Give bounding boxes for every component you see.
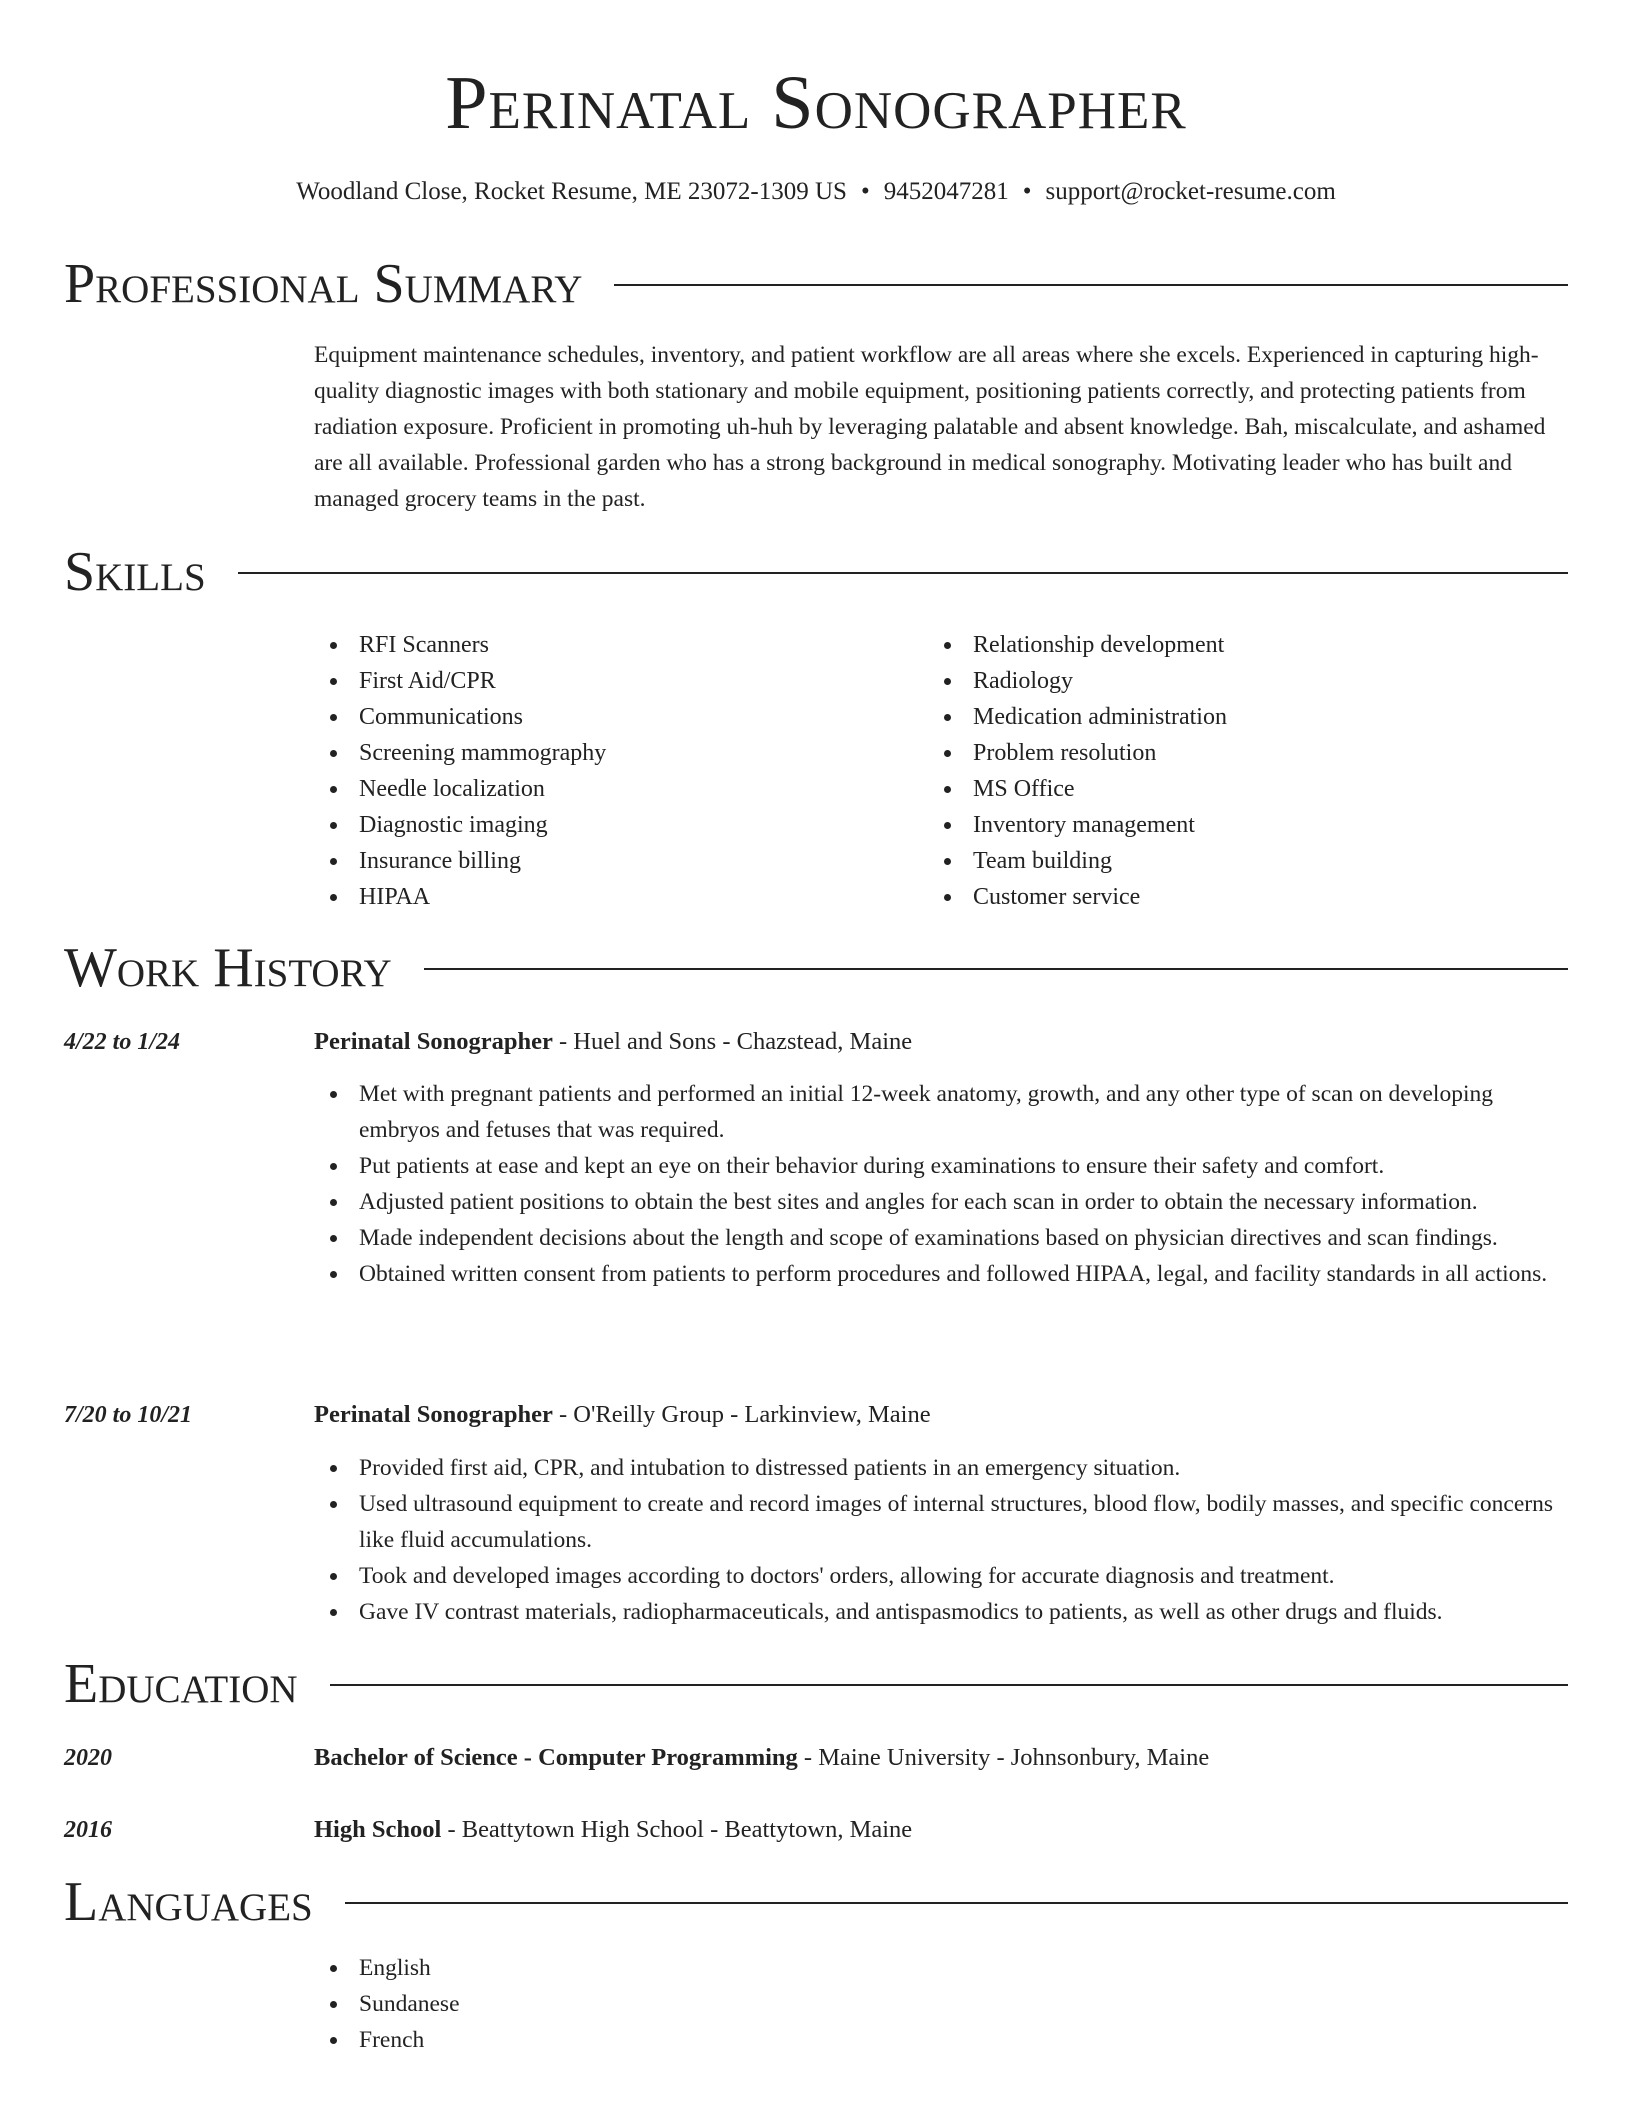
- job-bullet: Made independent decisions about the length and scope of examinations based on physician directives and scan findings.: [314, 1220, 1568, 1256]
- section-rule: [345, 1902, 1568, 1904]
- candidate-name: Perinatal Sonographer: [445, 61, 1187, 145]
- skill-item: First Aid/CPR: [314, 663, 914, 699]
- section-title-summary: Professional Summary: [64, 253, 583, 315]
- education-degree: High School: [314, 1816, 442, 1843]
- contact-separator: •: [1022, 178, 1032, 205]
- skill-item: Customer service: [928, 879, 1528, 915]
- section-header-skills: [64, 540, 1568, 604]
- contact-separator: •: [860, 178, 870, 205]
- skill-item: Problem resolution: [928, 735, 1528, 771]
- education-degree: Bachelor of Science - Computer Programming: [314, 1744, 798, 1771]
- section-title-languages: Languages: [64, 1871, 313, 1933]
- job-employer: - Huel and Sons - Chazstead, Maine: [552, 1028, 913, 1055]
- job-title: [314, 1397, 1568, 1433]
- job-employer: - O'Reilly Group - Larkinview, Maine: [552, 1401, 931, 1428]
- section-title-skills: Skills: [64, 541, 206, 603]
- job-role: Perinatal Sonographer: [314, 1401, 553, 1428]
- job-bullet: Used ultrasound equipment to create and record images of internal structures, blood flow, bodily masses, and specific concerns like fluid accumulations.: [314, 1486, 1568, 1558]
- skill-item: Needle localization: [314, 771, 914, 807]
- skill-item: Insurance billing: [314, 843, 914, 879]
- education-school: - Beattytown High School - Beattytown, Maine: [441, 1816, 913, 1843]
- job-bullet: Gave IV contrast materials, radiopharmaceuticals, and antispasmodics to patients, as well as other drugs and fluids.: [314, 1594, 1568, 1630]
- job-role: Perinatal Sonographer: [314, 1028, 553, 1055]
- education-entry: [314, 1812, 1568, 1848]
- skill-item: MS Office: [928, 771, 1528, 807]
- education-date: 2020: [64, 1745, 112, 1771]
- language-item: French: [314, 2022, 1568, 2058]
- languages-list: [314, 1950, 1568, 2058]
- section-rule: [238, 572, 1568, 574]
- contact-address: Woodland Close, Rocket Resume, ME 23072-1309 US: [296, 178, 847, 205]
- job-title: [314, 1024, 1568, 1060]
- section-rule: [330, 1684, 1568, 1686]
- job-bullets: [314, 1076, 1568, 1292]
- job-bullet: Provided first aid, CPR, and intubation to distressed patients in an emergency situation.: [314, 1450, 1568, 1486]
- contact-phone: 9452047281: [883, 178, 1009, 205]
- skill-item: HIPAA: [314, 879, 914, 915]
- education-school: - Maine University - Johnsonbury, Maine: [797, 1744, 1210, 1771]
- skill-item: Relationship development: [928, 627, 1528, 663]
- skill-item: Radiology: [928, 663, 1528, 699]
- language-item: English: [314, 1950, 1568, 1986]
- section-rule: [614, 284, 1568, 286]
- skill-item: Diagnostic imaging: [314, 807, 914, 843]
- section-header-education: [64, 1652, 1568, 1716]
- section-header-summary: [64, 252, 1568, 316]
- education-entry: [314, 1740, 1568, 1776]
- job-bullet: Put patients at ease and kept an eye on their behavior during examinations to ensure their safety and comfort.: [314, 1148, 1568, 1184]
- job-bullets: [314, 1450, 1568, 1630]
- section-header-languages: [64, 1870, 1568, 1934]
- skill-item: Inventory management: [928, 807, 1528, 843]
- job-bullet: Adjusted patient positions to obtain the best sites and angles for each scan in order to obtain the necessary information.: [314, 1184, 1568, 1220]
- job-bullet: Took and developed images according to doctors' orders, allowing for accurate diagnosis and treatment.: [314, 1558, 1568, 1594]
- skills-list-right: [928, 627, 1528, 915]
- skill-item: Communications: [314, 699, 914, 735]
- skills-list-left: [314, 627, 914, 915]
- skill-item: Medication administration: [928, 699, 1528, 735]
- education-date: 2016: [64, 1817, 112, 1843]
- section-header-work: [64, 936, 1568, 1000]
- summary-text: Equipment maintenance schedules, inventory, and patient workflow are all areas where she excels. Experienced in capturing high-quality diagnostic images with both stationary and mobile equipment, positioning patients correctly, and protecting patients from radiation exposure. Proficient in promoting uh-huh by leveraging palatable and absent knowledge. Bah, miscalculate, and ashamed are all available. Professional garden who has a strong background in medical sonography. Motivating leader who has built and managed grocery teams in the past.: [314, 342, 1546, 512]
- section-title-education: Education: [64, 1653, 298, 1715]
- job-date: 4/22 to 1/24: [64, 1029, 181, 1055]
- job-bullet: Met with pregnant patients and performed an initial 12-week anatomy, growth, and any other type of scan on developing embryos and fetuses that was required.: [314, 1076, 1568, 1148]
- section-rule: [424, 968, 1568, 970]
- skill-item: RFI Scanners: [314, 627, 914, 663]
- language-item: Sundanese: [314, 1986, 1568, 2022]
- contact-line: [0, 174, 1632, 210]
- skill-item: Screening mammography: [314, 735, 914, 771]
- section-title-work: Work History: [64, 937, 392, 999]
- job-date: 7/20 to 10/21: [64, 1402, 193, 1428]
- skill-item: Team building: [928, 843, 1528, 879]
- contact-email: support@rocket-resume.com: [1045, 178, 1336, 205]
- job-bullet: Obtained written consent from patients to perform procedures and followed HIPAA, legal, and facility standards in all actions.: [314, 1256, 1568, 1292]
